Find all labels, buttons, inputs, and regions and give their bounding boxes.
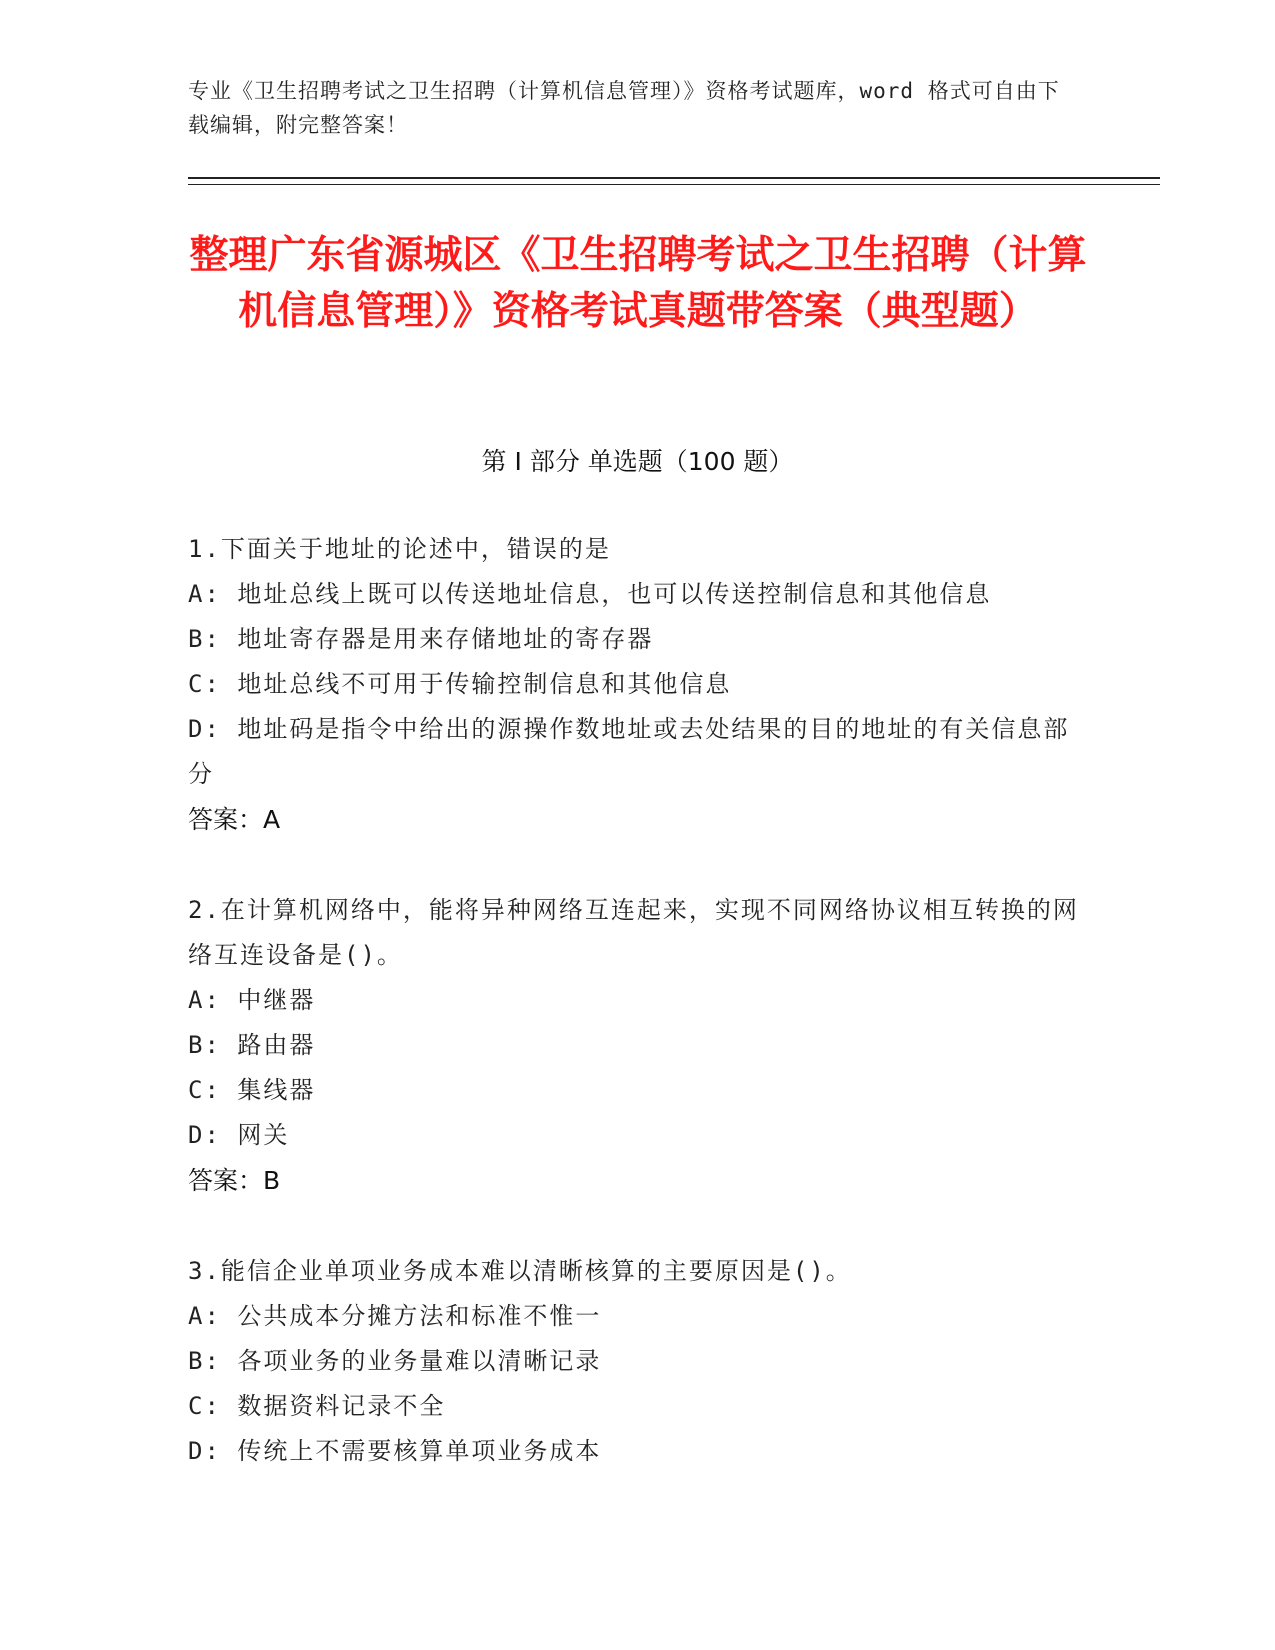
question-2 [188,888,1088,1203]
option-c: C: 数据资料记录不全 [188,1392,446,1420]
option-b: B: 地址寄存器是用来存储地址的寄存器 [188,625,654,653]
question-stem: 2.在计算机网络中，能将异种网络互连起来，实现不同网络协议相互转换的网络互连设备是()。 [188,896,1079,969]
option-d: D: 网关 [188,1121,290,1149]
option-c: C: 地址总线不可用于传输控制信息和其他信息 [188,670,732,698]
question-1 [188,527,1088,842]
answer: 答案：A [188,805,281,834]
option-a: A: 公共成本分摊方法和标准不惟一 [188,1302,602,1330]
question-list [188,527,1088,1520]
option-b: B: 路由器 [188,1031,316,1059]
option-b: B: 各项业务的业务量难以清晰记录 [188,1347,602,1375]
header-note: 专业《卫生招聘考试之卫生招聘（计算机信息管理）》资格考试题库，word 格式可自由下载编辑，附完整答案！ [188,79,1060,137]
document-title: 整理广东省源城区《卫生招聘考试之卫生招聘（计算机信息管理）》资格考试真题带答案（典型题） [189,233,1087,334]
section-title: 第 I 部分 单选题（100 题） [481,447,794,476]
option-a: A: 地址总线上既可以传送地址信息，也可以传送控制信息和其他信息 [188,580,992,608]
option-a: A: 中继器 [188,986,316,1014]
header-divider-thick [188,177,1160,179]
option-d: D: 传统上不需要核算单项业务成本 [188,1437,602,1465]
header-divider-thin [188,184,1160,185]
question-stem: 1.下面关于地址的论述中，错误的是 [188,535,611,563]
question-3 [188,1249,1088,1474]
answer: 答案：B [188,1166,281,1195]
option-d: D: 地址码是指令中给出的源操作数地址或去处结果的目的地址的有关信息部分 [188,715,1070,788]
question-stem: 3.能信企业单项业务成本难以清晰核算的主要原因是()。 [188,1257,852,1285]
option-c: C: 集线器 [188,1076,316,1104]
